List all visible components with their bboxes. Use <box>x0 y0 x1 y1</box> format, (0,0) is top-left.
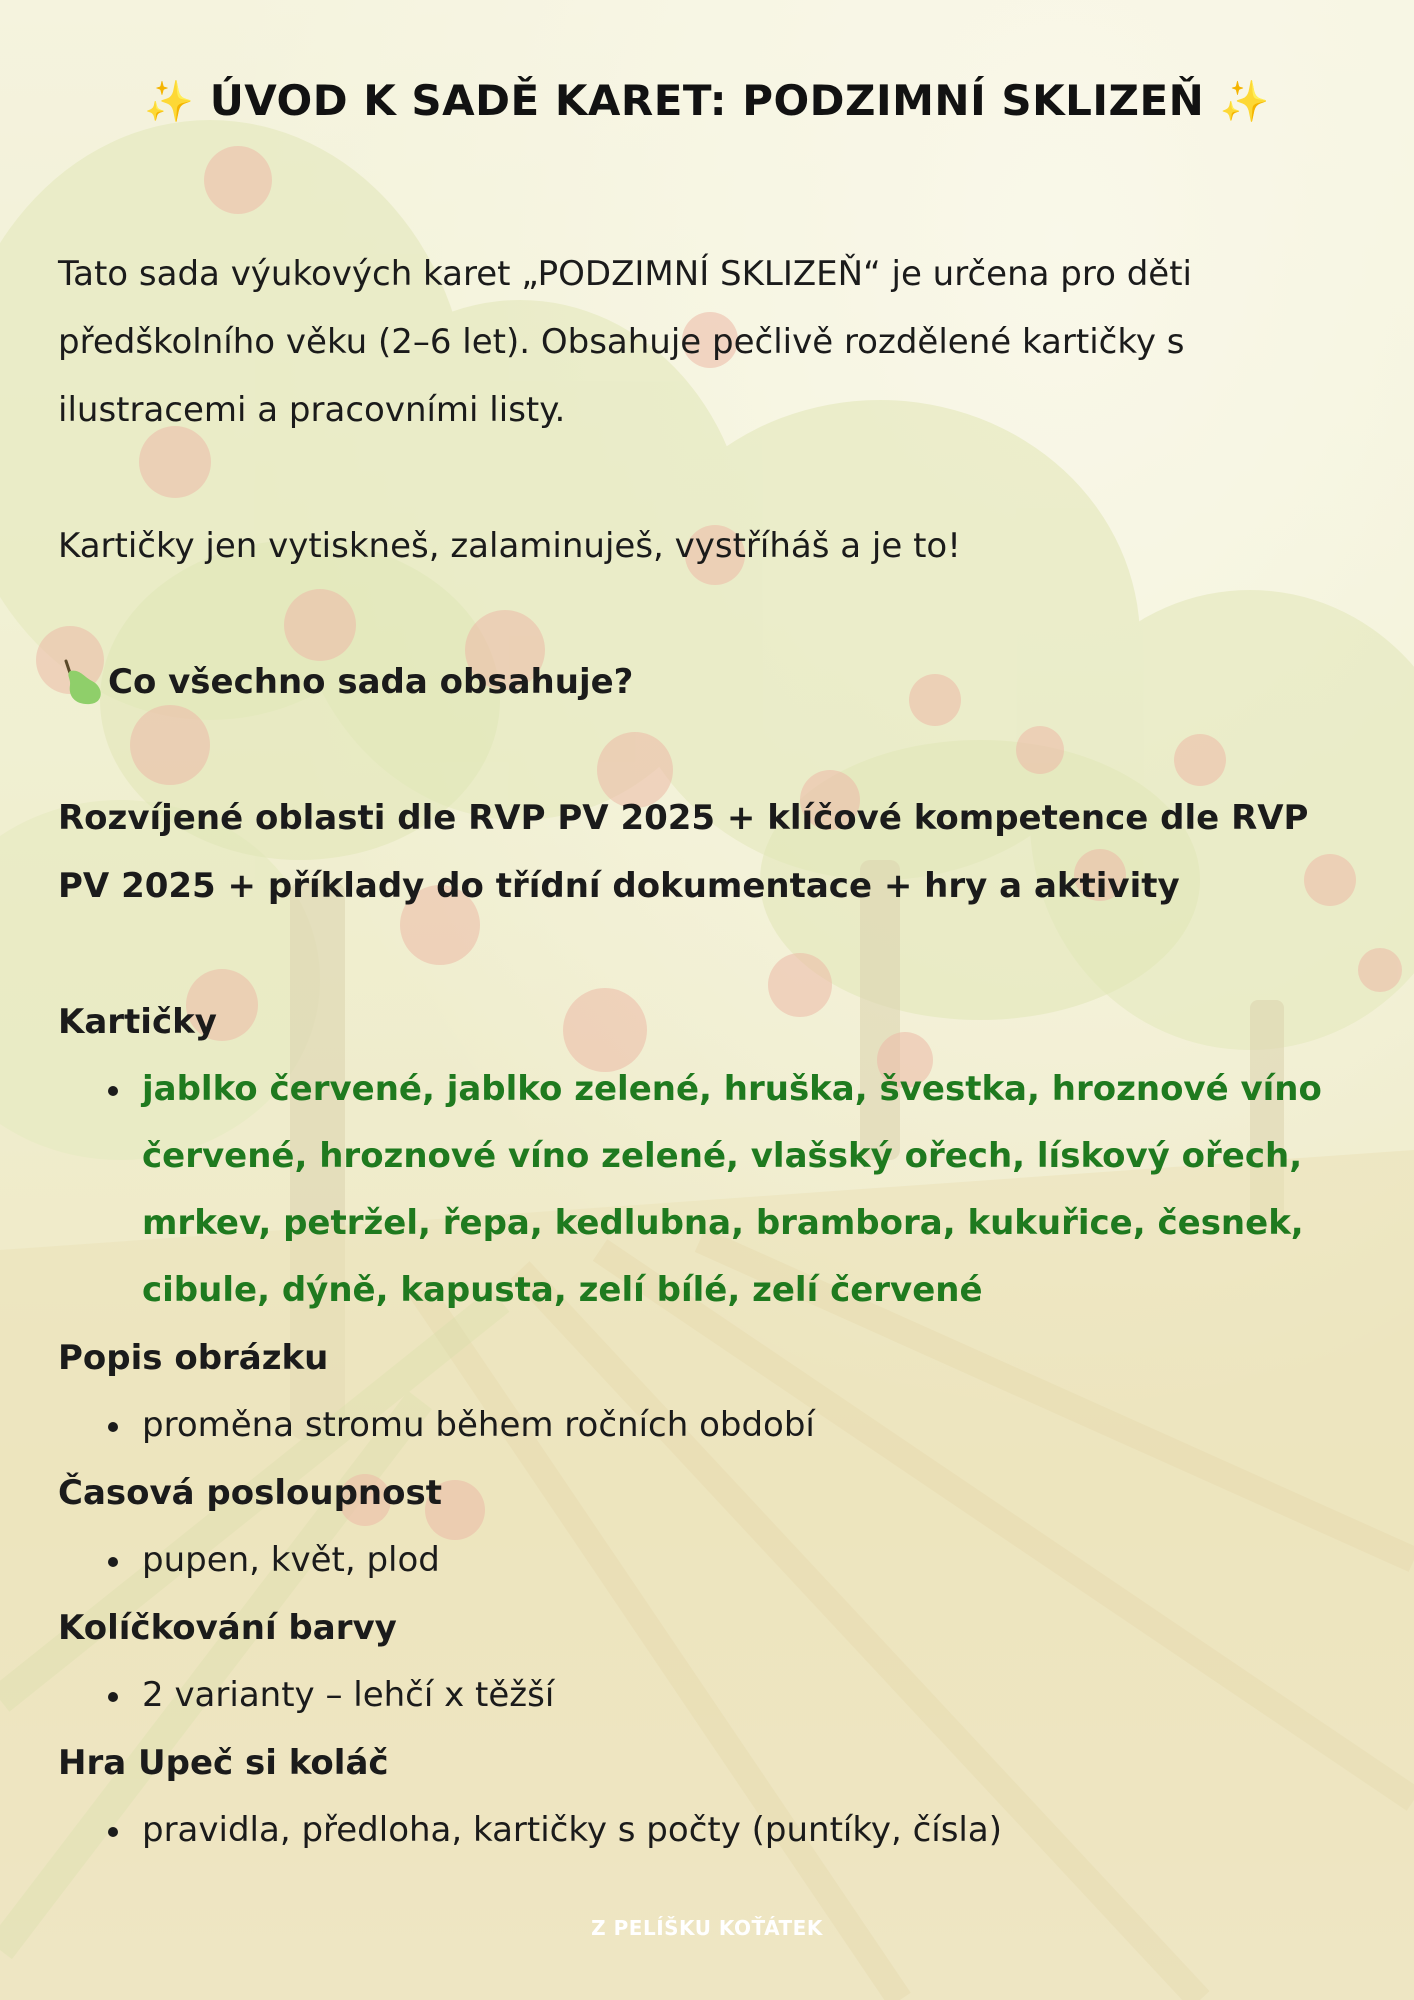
intro-paragraph: Tato sada výukových karet „PODZIMNÍ SKLIZEŇ“ je určena pro děti předškolního věku (2–6 let). Obsahuje pečlivě rozdělené kartičky s ilustracemi a pracovními listy. <box>58 254 1192 430</box>
sparkles-icon: ✨ <box>144 79 195 125</box>
contents-heading <box>58 648 1358 716</box>
list-item: jablko červené, jablko zelené, hruška, švestka, hroznové víno červené, hroznové víno zelené, vlašský ořech, lískový ořech, mrkev, petržel, řepa, kedlubna, brambora, kukuřice, česnek, cibule, dýně, kapusta, zelí bílé, zelí červené <box>58 1056 1358 1324</box>
section-title-kolickovani-barvy: Kolíčkování barvy <box>58 1608 397 1648</box>
section-list-kolickovani-barvy <box>58 1662 1358 1729</box>
contents-heading-text: Co všechno sada obsahuje? <box>108 662 634 702</box>
list-item: 2 varianty – lehčí x těžší <box>58 1662 1358 1729</box>
list-item: proměna stromu během ročních období <box>58 1392 1358 1459</box>
section-list-karticky <box>58 1056 1358 1324</box>
section-title-popis-obrazku: Popis obrázku <box>58 1338 329 1378</box>
footer-brand: Z PELÍŠKU KOŤÁTEK <box>591 1916 823 1940</box>
sparkles-icon: ✨ <box>1219 79 1270 125</box>
section-list-casova-posloupnost <box>58 1527 1358 1594</box>
section-title-casova-posloupnost: Časová posloupnost <box>58 1473 442 1513</box>
section-list-hra-upec-si-kolac <box>58 1797 1358 1864</box>
sections-list <box>58 988 1358 1864</box>
list-item: pupen, květ, plod <box>58 1527 1358 1594</box>
section-title-karticky: Kartičky <box>58 1002 217 1042</box>
instructions-paragraph: Kartičky jen vytiskneš, zalaminuješ, vystříháš a je to! <box>58 526 961 566</box>
pear-icon <box>58 657 106 707</box>
page-title-text: ÚVOD K SADĚ KARET: PODZIMNÍ SKLIZEŇ <box>209 76 1205 125</box>
page-title <box>0 76 1414 125</box>
main-content <box>58 240 1358 1864</box>
section-list-popis-obrazku <box>58 1392 1358 1459</box>
summary-text: Rozvíjené oblasti dle RVP PV 2025 + klíčové kompetence dle RVP PV 2025 + příklady do třídní dokumentace + hry a aktivity <box>58 798 1309 906</box>
list-item: pravidla, předloha, kartičky s počty (puntíky, čísla) <box>58 1797 1358 1864</box>
section-title-hra-upec-si-kolac: Hra Upeč si koláč <box>58 1743 389 1783</box>
